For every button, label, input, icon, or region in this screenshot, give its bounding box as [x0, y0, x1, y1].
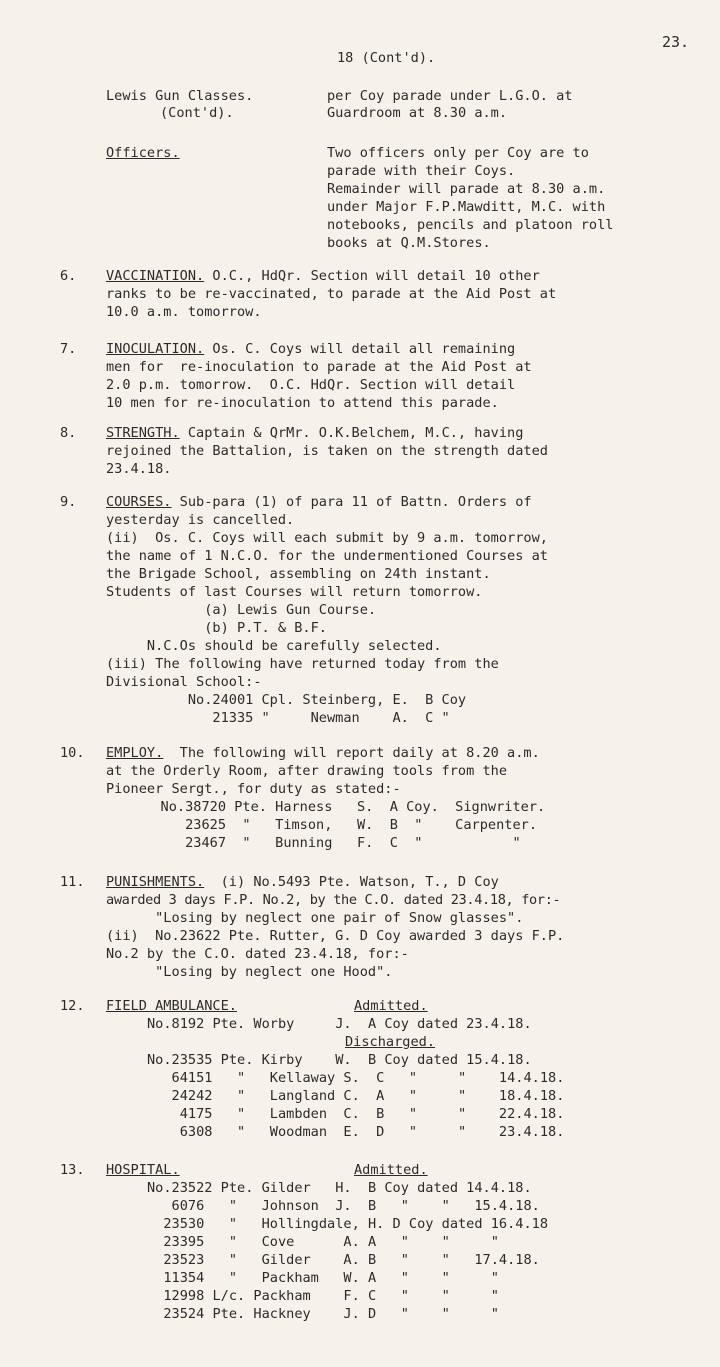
para-6-heading: VACCINATION.: [106, 268, 205, 284]
para-13-heading: HOSPITAL.: [106, 1162, 180, 1178]
admitted-heading: Admitted.: [354, 998, 428, 1014]
para-10-line: Pioneer Sergt., for duty as stated:-: [106, 781, 401, 797]
lewis-gun-text: Guardroom at 8.30 a.m.: [327, 105, 508, 121]
hospital-row: 23524 Pte. Hackney J. D " " ": [147, 1306, 499, 1322]
para-6-line: ranks to be re-vaccinated, to parade at the Aid Post at: [106, 286, 557, 302]
ambulance-discharged-row: 64151 " Kellaway S. C " " 14.4.18.: [147, 1070, 565, 1086]
para-8-line: 23.4.18.: [106, 461, 172, 477]
para-8-line1: [106, 425, 523, 442]
para-10-line1: [106, 745, 540, 762]
para-9-heading: COURSES.: [106, 494, 172, 510]
para-10-line: 23467 " Bunning F. C " ": [136, 835, 521, 851]
hospital-row: 23530 " Hollingdale, H. D Coy dated 16.4.18: [147, 1216, 549, 1232]
hospital-row: 23395 " Cove A. A " " ": [147, 1234, 499, 1250]
hospital-row: 11354 " Packham W. A " " ": [147, 1270, 499, 1286]
para-number: 10.: [60, 745, 85, 761]
para-9-line: the name of 1 N.C.O. for the undermentioned Courses at: [106, 548, 548, 564]
officers-line: Two officers only per Coy are to: [327, 145, 589, 161]
para-6-line1-text: O.C., HdQr. Section will detail 10 other: [204, 268, 540, 284]
para-9-line: (ii) Os. C. Coys will each submit by 9 a.m. tomorrow,: [106, 530, 548, 546]
para-9-line: (a) Lewis Gun Course.: [106, 602, 377, 618]
para-6-line1: [106, 268, 540, 285]
para-11-line1-text: (i) No.5493 Pte. Watson, T., D Coy: [204, 874, 499, 890]
para-number: 6.: [60, 268, 77, 284]
para-9-line: yesterday is cancelled.: [106, 512, 295, 528]
para-6-line: 10.0 a.m. tomorrow.: [106, 304, 262, 320]
para-9-line1: [106, 494, 532, 511]
para-9-line: 21335 " Newman A. C ": [106, 710, 450, 726]
ambulance-discharged-row: 24242 " Langland C. A " " 18.4.18.: [147, 1088, 565, 1104]
para-7-line1-text: Os. C. Coys will detail all remaining: [204, 341, 516, 357]
para-11-line: No.2 by the C.O. dated 23.4.18, for:-: [106, 946, 409, 962]
para-11-line: "Losing by neglect one Hood".: [106, 964, 393, 980]
ambulance-discharged-row: No.23535 Pte. Kirby W. B Coy dated 15.4.18.: [147, 1052, 532, 1068]
para-10-line: at the Orderly Room, after drawing tools from the: [106, 763, 508, 779]
hospital-row: No.23522 Pte. Gilder H. B Coy dated 14.4.18.: [147, 1180, 532, 1196]
para-10-line1-text: The following will report daily at 8.20 a.m.: [163, 745, 540, 761]
admitted-heading: Admitted.: [354, 1162, 428, 1178]
hospital-row: 12998 L/c. Packham F. C " " ": [147, 1288, 499, 1304]
para-9-line: the Brigade School, assembling on 24th instant.: [106, 566, 491, 582]
para-7-line: 10 men for re-inoculation to attend this parade.: [106, 395, 499, 411]
para-8-line1-text: Captain & QrMr. O.K.Belchem, M.C., having: [179, 425, 524, 441]
officers-line: books at Q.M.Stores.: [327, 235, 491, 251]
hospital-row: 6076 " Johnson J. B " " 15.4.18.: [147, 1198, 540, 1214]
para-7-line: 2.0 p.m. tomorrow. O.C. HdQr. Section will detail: [106, 377, 516, 393]
para-9-line: Students of last Courses will return tomorrow.: [106, 584, 483, 600]
para-12-heading: FIELD AMBULANCE.: [106, 998, 237, 1014]
para-7-line1: [106, 341, 515, 358]
officers-line: Remainder will parade at 8.30 a.m.: [327, 181, 606, 197]
para-9-line: N.C.Os should be carefully selected.: [106, 638, 442, 654]
page-title: 18 (Cont'd).: [337, 50, 436, 66]
para-number: 7.: [60, 341, 77, 357]
lewis-gun-label-cont: (Cont'd).: [160, 105, 234, 121]
para-number: 11.: [60, 874, 85, 890]
para-9-line1-text: Sub-para (1) of para 11 of Battn. Orders of: [171, 494, 532, 510]
para-9-line: (iii) The following have returned today from the: [106, 656, 499, 672]
ambulance-discharged-row: 4175 " Lambden C. B " " 22.4.18.: [147, 1106, 565, 1122]
para-number: 9.: [60, 494, 77, 510]
para-11-line: awarded 3 days F.P. No.2, by the C.O. dated 23.4.18, for:-: [106, 892, 561, 908]
officers-line: notebooks, pencils and platoon roll: [327, 217, 614, 233]
para-number: 13.: [60, 1162, 85, 1178]
officers-label: Officers.: [106, 145, 180, 161]
para-9-line: No.24001 Cpl. Steinberg, E. B Coy: [106, 692, 467, 708]
lewis-gun-text: per Coy parade under L.G.O. at: [327, 88, 573, 104]
discharged-heading: Discharged.: [345, 1034, 436, 1050]
para-10-line: 23625 " Timson, W. B " Carpenter.: [136, 817, 538, 833]
para-11-heading: PUNISHMENTS.: [106, 874, 205, 890]
ambulance-admitted-row: No.8192 Pte. Worby J. A Coy dated 23.4.18.: [147, 1016, 532, 1032]
para-10-line: No.38720 Pte. Harness S. A Coy. Signwriter.: [136, 799, 546, 815]
para-11-line: (ii) No.23622 Pte. Rutter, G. D Coy awarded 3 days F.P.: [106, 928, 565, 944]
page-number: 23.: [662, 33, 690, 51]
para-7-line: men for re-inoculation to parade at the Aid Post at: [106, 359, 532, 375]
para-11-line1: [106, 874, 499, 891]
para-11-line: "Losing by neglect one pair of Snow glasses".: [106, 910, 524, 926]
para-number: 12.: [60, 998, 85, 1014]
officers-line: under Major F.P.Mawditt, M.C. with: [327, 199, 606, 215]
para-8-line: rejoined the Battalion, is taken on the strength dated: [106, 443, 548, 459]
para-9-line: Divisional School:-: [106, 674, 262, 690]
officers-line: parade with their Coys.: [327, 163, 516, 179]
para-9-line: (b) P.T. & B.F.: [106, 620, 327, 636]
ambulance-discharged-row: 6308 " Woodman E. D " " 23.4.18.: [147, 1124, 565, 1140]
para-7-heading: INOCULATION.: [106, 341, 205, 357]
lewis-gun-label: Lewis Gun Classes.: [106, 88, 254, 104]
hospital-row: 23523 " Gilder A. B " " 17.4.18.: [147, 1252, 540, 1268]
para-number: 8.: [60, 425, 77, 441]
para-8-heading: STRENGTH.: [106, 425, 180, 441]
para-10-heading: EMPLOY.: [106, 745, 164, 761]
